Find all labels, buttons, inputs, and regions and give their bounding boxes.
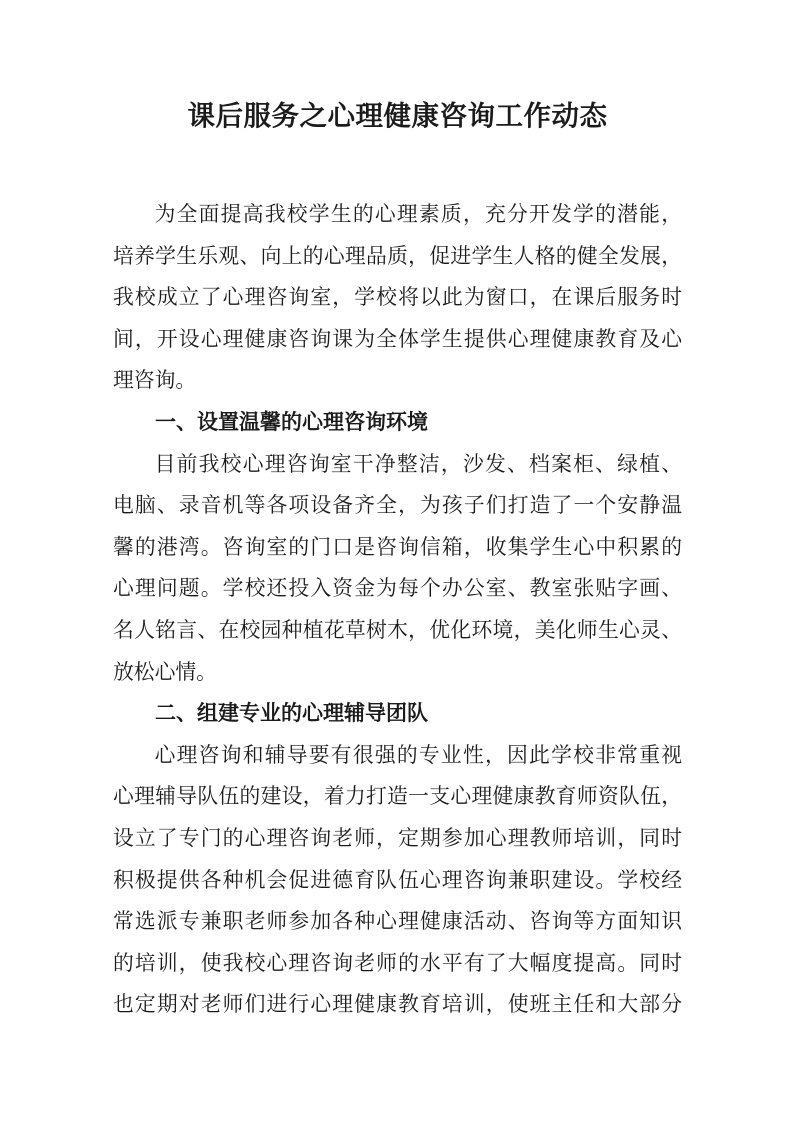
paragraph-line: 为全面提高我校学生的心理素质，充分开发学的潜能， [154,203,682,226]
paragraph-line: 名人铭言、在校园种植花草树木，优化环境，美化师生心灵、 [113,618,682,642]
paragraph [113,194,682,402]
paragraph-line: 心理辅导队伍的建设，着力打造一支心理健康教育师资队伍， [113,785,682,809]
paragraph-line: 我校成立了心理咨询室，学校将以此为窗口，在课后服务时 [113,286,682,310]
paragraph-line: 积极提供各种机会促进德育队伍心理咨询兼职建设。学校经 [113,868,682,892]
paragraph-line: 间，开设心理健康咨询课为全体学生提供心理健康教育及心 [113,327,682,351]
paragraph-line: 目前我校心理咨询室干净整洁，沙发、档案柜、绿植、 [154,452,682,476]
section-heading: 一、设置温馨的心理咨询环境 [155,409,428,434]
paragraph-line: 心理问题。学校还投入资金为每个办公室、教室张贴字画、 [113,577,682,601]
paragraph-line: 也定期对老师们进行心理健康教育培训，使班主任和大部分 [113,993,682,1017]
paragraph-line: 放松心情。 [113,660,217,684]
paragraph-line: 心理咨询和辅导要有很强的专业性，因此学校非常重视 [154,743,682,767]
document-title: 课后服务之心理健康咨询工作动态 [187,100,608,131]
paragraph-line: 理咨询。 [113,369,197,393]
section-heading: 二、组建专业的心理辅导团队 [155,701,428,726]
paragraph-line: 培养学生乐观、向上的心理品质，促进学生人格的健全发展， [113,244,682,268]
paragraph [113,735,682,1026]
paragraph-line: 常选派专兼职老师参加各种心理健康活动、咨询等方面知识 [113,910,682,934]
paragraph-line: 电脑、录音机等各项设备齐全，为孩子们打造了一个安静温 [113,494,682,518]
document-body [113,194,682,1026]
paragraph-line: 的培训，使我校心理咨询老师的水平有了大幅度提高。同时 [113,951,682,975]
paragraph [113,444,682,694]
paragraph-line: 设立了专门的心理咨询老师，定期参加心理教师培训，同时 [113,826,682,850]
paragraph-line: 馨的港湾。咨询室的门口是咨询信箱，收集学生心中积累的 [113,535,682,559]
